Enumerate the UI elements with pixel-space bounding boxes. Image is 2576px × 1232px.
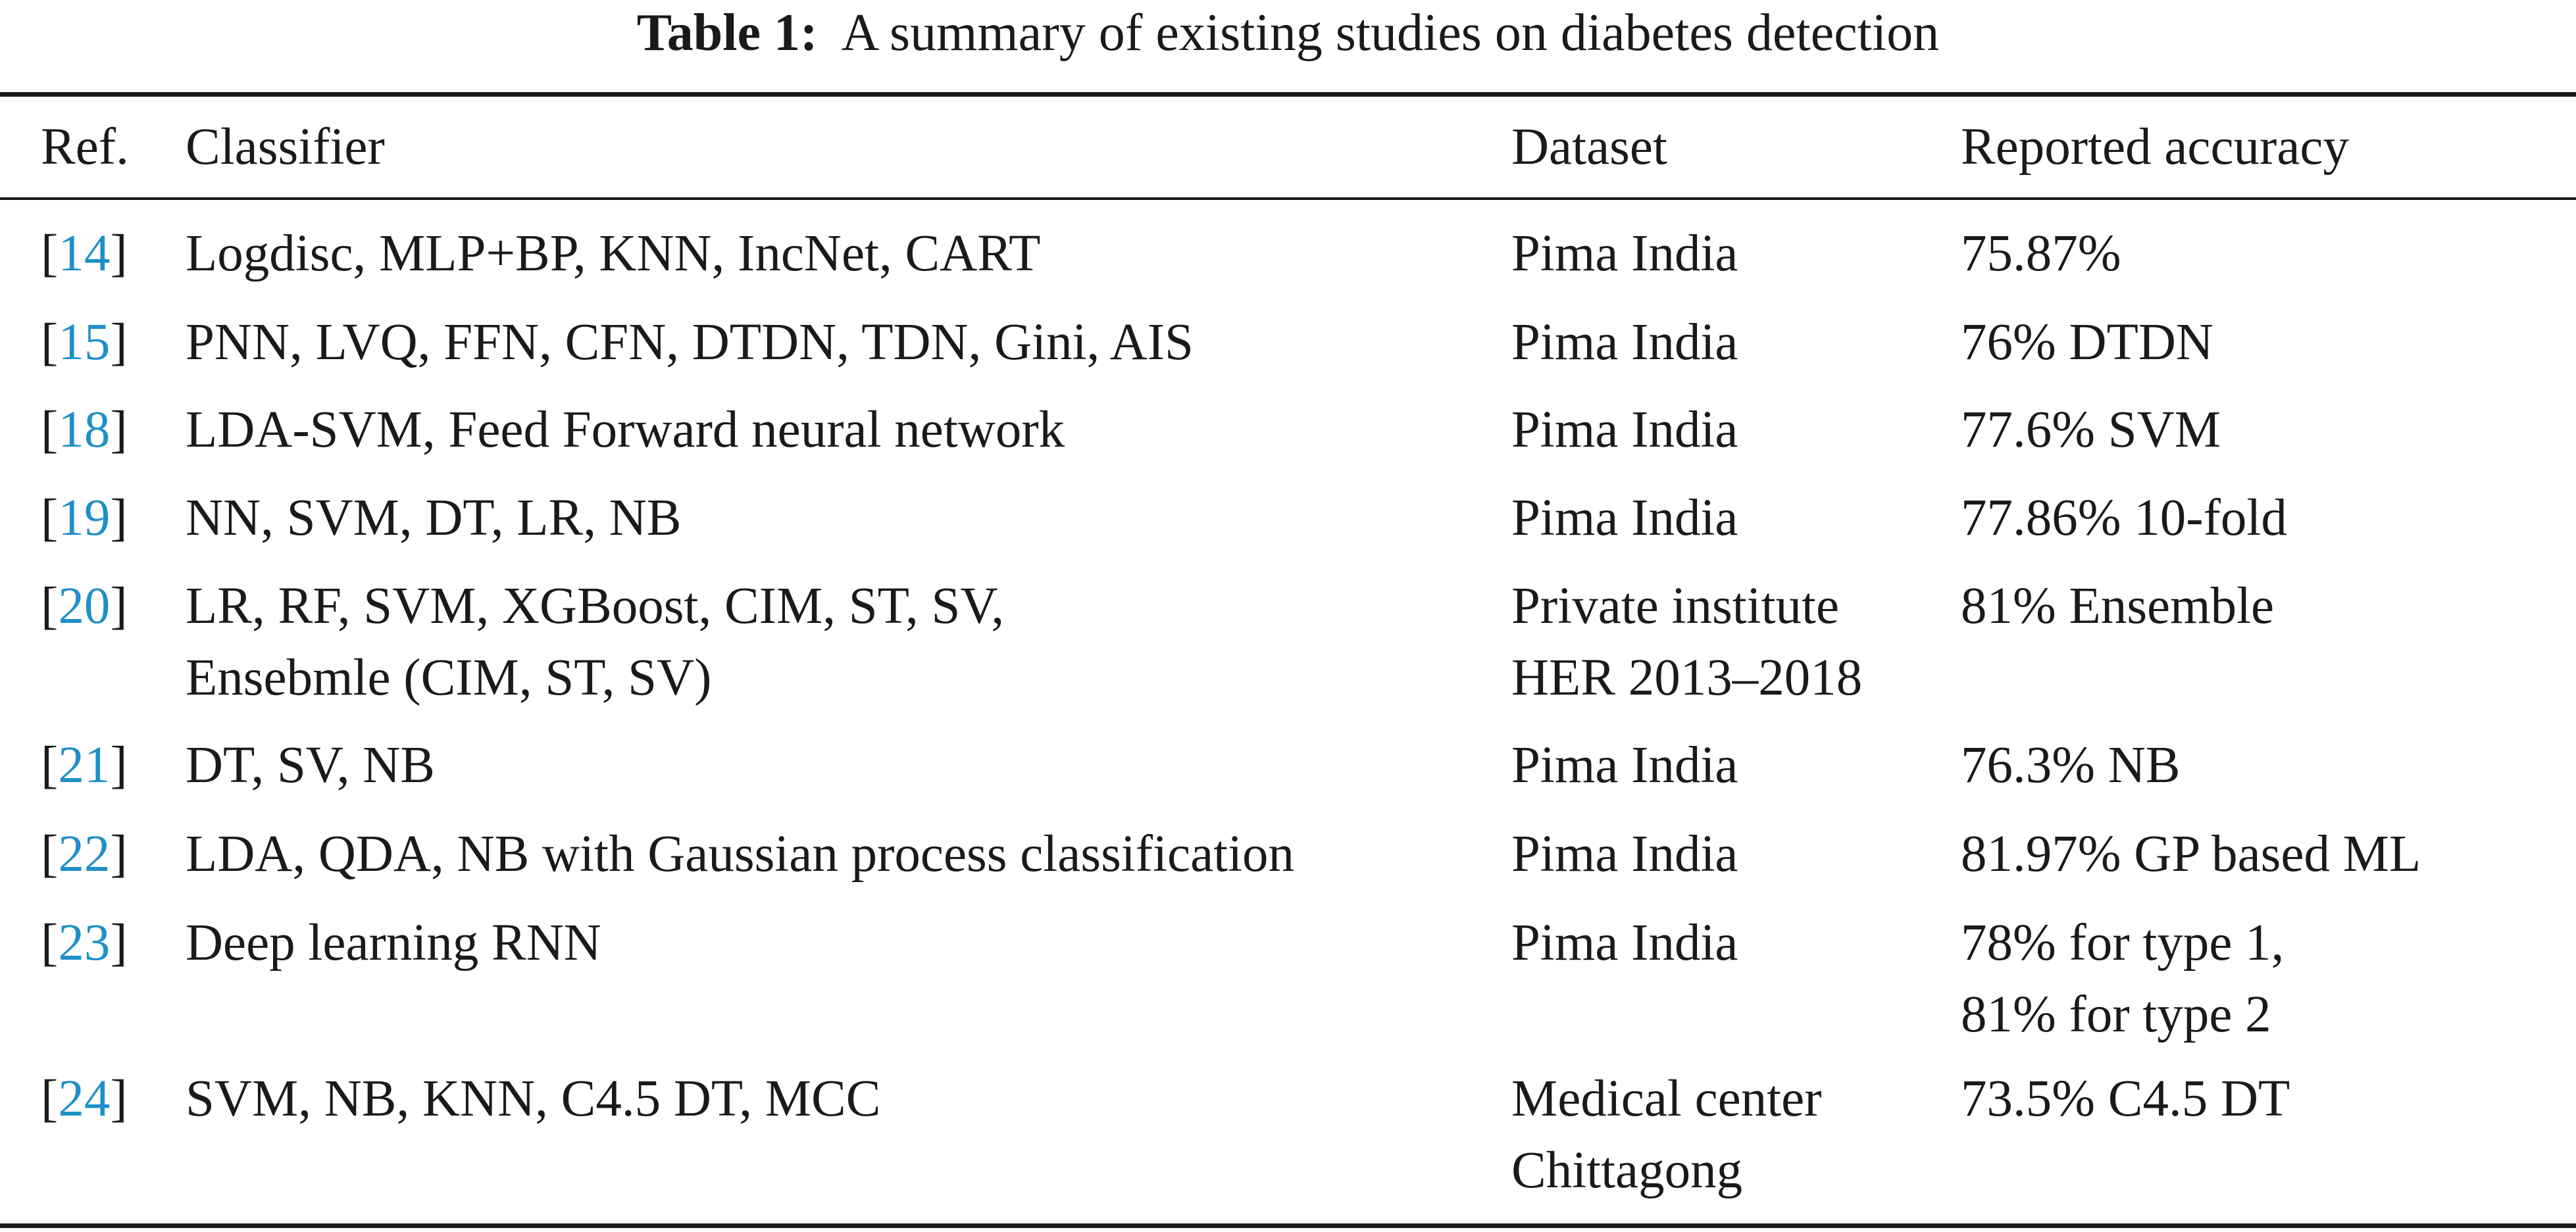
dataset-cell: Pima India <box>1511 825 1738 883</box>
citation-link[interactable]: 24 <box>58 1070 111 1127</box>
ref-cell: [19] <box>41 489 128 547</box>
classifier-cell: LDA-SVM, Feed Forward neural network <box>186 401 1065 458</box>
dataset-cell: Pima India <box>1511 401 1738 458</box>
dataset-cell-line-2: Chittagong <box>1511 1142 1743 1199</box>
table-header-rule <box>0 197 2576 200</box>
accuracy-cell: 73.5% C4.5 DT <box>1961 1070 2290 1127</box>
citation-link[interactable]: 14 <box>58 225 111 282</box>
classifier-cell: LR, RF, SVM, XGBoost, CIM, ST, SV, <box>186 578 1005 635</box>
citation-link[interactable]: 23 <box>58 914 111 972</box>
dataset-cell-line-2: HER 2013–2018 <box>1511 649 1863 706</box>
table-caption-text: A summary of existing studies on diabetes detection <box>841 4 1940 62</box>
classifier-cell: PNN, LVQ, FFN, CFN, DTDN, TDN, Gini, AIS <box>186 314 1194 371</box>
dataset-cell: Pima India <box>1511 314 1738 371</box>
dataset-cell: Pima India <box>1511 914 1738 972</box>
accuracy-cell: 81.97% GP based ML <box>1961 825 2421 883</box>
accuracy-cell: 77.86% 10-fold <box>1961 489 2287 547</box>
ref-cell: [24] <box>41 1070 128 1127</box>
ref-cell: [20] <box>41 578 128 635</box>
header-dataset: Dataset <box>1511 118 1667 176</box>
classifier-cell: NN, SVM, DT, LR, NB <box>186 489 682 547</box>
classifier-cell: Logdisc, MLP+BP, KNN, IncNet, CART <box>186 225 1041 282</box>
citation-link[interactable]: 22 <box>58 825 111 883</box>
ref-cell: [21] <box>41 737 128 794</box>
classifier-cell: LDA, QDA, NB with Gaussian process classification <box>186 825 1295 883</box>
citation-link[interactable]: 18 <box>58 401 111 458</box>
header-ref: Ref. <box>41 118 129 176</box>
accuracy-cell: 77.6% SVM <box>1961 401 2221 458</box>
ref-cell: [18] <box>41 401 128 458</box>
accuracy-cell: 81% Ensemble <box>1961 578 2275 635</box>
classifier-cell-line-2: Ensebmle (CIM, ST, SV) <box>186 649 712 706</box>
classifier-cell: SVM, NB, KNN, C4.5 DT, MCC <box>186 1070 881 1127</box>
accuracy-cell: 78% for type 1, <box>1961 914 2285 972</box>
dataset-cell: Pima India <box>1511 489 1738 547</box>
citation-link[interactable]: 20 <box>58 578 111 635</box>
citation-link[interactable]: 21 <box>58 737 111 794</box>
ref-cell: [15] <box>41 314 128 371</box>
classifier-cell: Deep learning RNN <box>186 914 601 972</box>
dataset-cell: Pima India <box>1511 225 1738 282</box>
dataset-cell: Pima India <box>1511 737 1738 794</box>
dataset-cell: Medical center <box>1511 1070 1822 1127</box>
table-caption-label: Table 1: <box>636 4 818 62</box>
header-classifier: Classifier <box>186 118 385 176</box>
classifier-cell: DT, SV, NB <box>186 737 435 794</box>
dataset-cell: Private institute <box>1511 578 1840 635</box>
table-top-rule <box>0 92 2576 97</box>
table-bottom-rule <box>0 1223 2576 1228</box>
header-accuracy: Reported accuracy <box>1961 118 2349 176</box>
accuracy-cell: 76.3% NB <box>1961 737 2181 794</box>
accuracy-cell-line-2: 81% for type 2 <box>1961 986 2271 1043</box>
ref-cell: [14] <box>41 225 128 282</box>
citation-link[interactable]: 19 <box>58 489 111 547</box>
accuracy-cell: 76% DTDN <box>1961 314 2213 371</box>
table-caption <box>0 0 2576 66</box>
citation-link[interactable]: 15 <box>58 314 111 371</box>
ref-cell: [22] <box>41 825 128 883</box>
accuracy-cell: 75.87% <box>1961 225 2121 282</box>
ref-cell: [23] <box>41 914 128 972</box>
